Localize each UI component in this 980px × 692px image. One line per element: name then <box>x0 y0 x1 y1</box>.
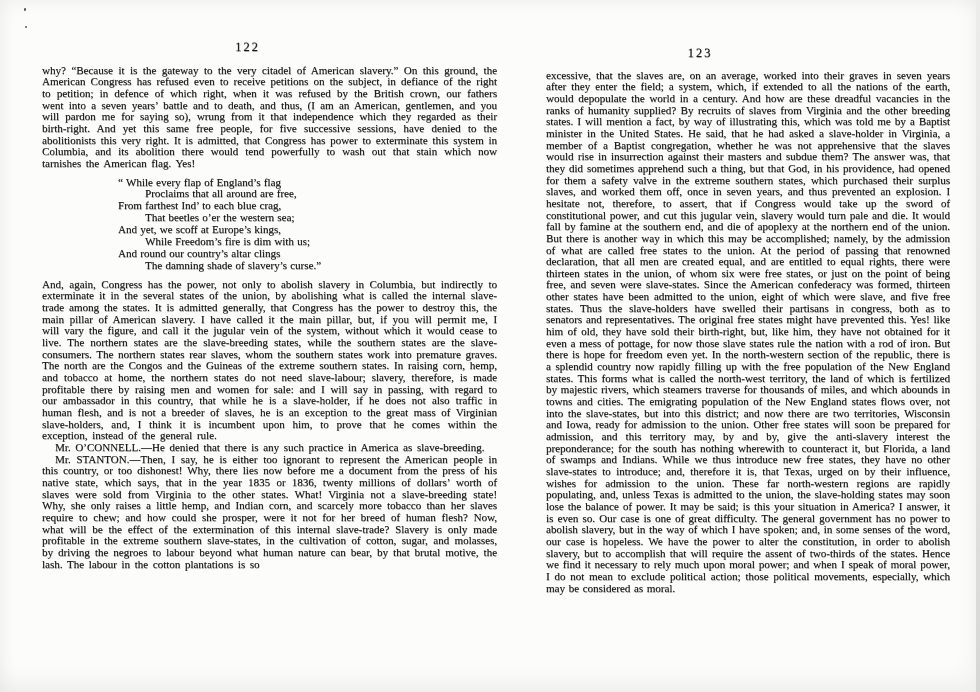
page-number-left: 122 <box>235 40 260 54</box>
verse-line: And round our country’s altar clings <box>118 248 281 260</box>
page-left <box>42 42 497 571</box>
scan-speck <box>25 26 27 28</box>
scan-speck <box>24 8 26 11</box>
verse-line: “ While every flap of England’s flag <box>118 176 281 189</box>
scan-edge <box>976 0 980 692</box>
verse-line: While Freedom’s fire is dim with us; <box>145 236 310 249</box>
paragraph-stanton: Mr. STANTON.—Then, I say, he is either too ignorant to represent the American people in this country, or too dishonest! Why, there lies now before me a document from the press of his native state, which says, that in the year 1835 or 1836, twenty millions of dollars’ worth of slaves were sold from Virginia to the other states. What! Virginia not a slave-breeding state! Why, she only raises a little hemp, and Indian corn, and scarcely more tobacco than her slaves require to chew; and how could she prosper, were it not for her breed of human flesh? Now, what will be the effect of the extermination of this internal slave-trade? Slavery is only made profitable in the extreme southern slave-states, in the cultivation of cotton, sugar, and molasses, by driving the negroes to labour beyond what human nature can bear, by that brutal motive, the lash. The labour in the cotton plantations is so <box>42 453 497 571</box>
verse-line: That beetles o’er the western sea; <box>145 212 295 225</box>
verse-line: The damning shade of slavery’s curse.” <box>145 259 321 272</box>
paragraph-continuation: excessive, that the slaves are, on an average, worked into their graves in seven years after they enter the field; a system, which, if extended to all the nations of the earth, would depopulate the world in a century. And how are these dreadful vacancies in the ranks of humanity supplied? By recruits of slaves from Virginia and the other breeding states. I will mention a fact, by way of illustrating this, which was told me by a Baptist minister in the United States. He said, that he had asked a slave-holder in Virginia, a member of a Baptist congregation, whether he was not apprehensive that the slaves would rise in insurrection against their masters and subdue them? The answer was, that they did sometimes apprehend such a thing, but that God, in his providence, had opened for them a safety valve in the extreme southern states, which purchased their surplus slaves, and worked them off, once in seven years, and thus prevented an explosion. I hesitate not, therefore, to assert, that if Congress would take up the sword of constitutional power, and cut this jugular vein, slavery would turn pale and die. It would fall by famine at the southern end, and die of apoplexy at the northern end of the union. But there is another way in which this may be accomplished; namely, by the admission of what are called free states to the union. At the period of passing that renowned declaration, that all men are created equal, and are entitled to equal rights, there were thirteen states in the union, of whom six were free states, or just on the point of being free, and seven were slave-states. Since the American confederacy was formed, thirteen other states have been admitted to the union, eight of which were slave, and five free states. Thus the slave-holders have swelled their partisans in congress, both as to senators and representatives. The original free states might have prevented this. Yes! like him of old, they have sold their birth-right, but, like him, they have not obtained for it even a mess of pottage, for now those slave states rule the nation with a rod of iron. But there is hope for freedom even yet. In the north-western section of the republic, there is a splendid country now rapidly filling up with the free population of the New England states. This forms what is called the north-west territory, the land of which is fertilized by majestic rivers, which steamers traverse for thousands of miles, and which abounds in towns and cities. The emigrating population of the New England states flows over, not into the slave-states, but into this district; and now there are two territories, Wisconsin and Iowa, ready for admission to the union. Other free states will soon be prepared for admission, and this territory may, by and by, give the anti-slavery interest the preponderance; for the south has nothing wherewith to counteract it, but Florida, a land of swamps and Indians. While we thus introduce new free states, they have no other slave-states to introduce; and, therefore it is, that Texas, urged on by their influence, wishes for admission to the union. These far north-western regions are rapidly populating, and, unless Texas is admitted to the union, the slave-holding states may soon lose the balance of power. It may be said; is this your situation in America? I answer, it is even so. Our case is one of great difficulty. The general government has no power to abolish slavery, but in the way of which I have spoken; and, in some senses of the word, our case is hopeless. We have the power to alter the constitution, in order to abolish slavery, but to accomplish that will require the assent of two-thirds of the states. Hence we find it necessary to rely much upon moral power; and when I speak of moral power, I do not mean to exclude political action; those political movements, especially, which may be considered as moral. <box>546 69 950 595</box>
paragraph-oconnell: Mr. O’CONNELL.—He denied that there is any such practice in America as slave-breeding. <box>55 442 485 454</box>
verse-line: From farthest Ind’ to each blue crag, <box>118 200 282 213</box>
page-number-right: 123 <box>687 46 713 60</box>
verse-line: Proclaims that all around are free, <box>145 188 297 201</box>
page-right <box>546 48 950 595</box>
paragraph: And, again, Congress has the power, not only to abolish slavery in Columbia, but indirectly to exterminate it in the several states of the union, by abolishing what is called the internal slave-trade among the states. It is admitted generally, that Congress has the power to destroy this, the main pillar of American slavery. I have called it the main pillar, but, if you will permit me, I will vary the figure, and call it the jugular vein of the system, without which it would cease to live. The northern states are the slave-breeding states, while the southern states are the slave-consumers. The northern states rear slaves, whom the southern states work into premature graves. The north are the Congos and the Guineas of the extreme southern states. In raising corn, hemp, and tobacco at home, the northern states do not need slave-labour; slavery, therefore, is made profitable there by raising men and women for sale: and I will say in passing, with regard to our ambassador in this country, that while he is a slave-holder, if he does not also traffic in human flesh, and is not a breeder of slaves, he is an exception to the great mass of Virginian slave-holders, and, I think it is incumbent upon him, to prove that he comes within the exception, instead of the general rule. <box>42 278 497 443</box>
paragraph-continuation: why? “Because it is the gateway to the very citadel of American slavery.” On this ground, the American Congress has refused even to receive petitions on the subject, in defiance of the right to petition; in defence of which right, when it was refused by the British crown, our fathers went into a seven years’ battle and to death, and thus, (I am an American, gentlemen, and you will pardon me for saying so), wrung from it that independence which they regarded as their birth-right. And yet this same free people, for five successive sessions, have denied to the abolitionists this very right. It is admitted, that Congress has power to exterminate this system in Columbia, and its abolition there would tend powerfully to wash out that stain which now tarnishes the American flag. Yes! <box>42 64 497 170</box>
verse-line: And yet, we scoff at Europe’s kings, <box>118 224 281 237</box>
verse-block <box>118 178 497 273</box>
